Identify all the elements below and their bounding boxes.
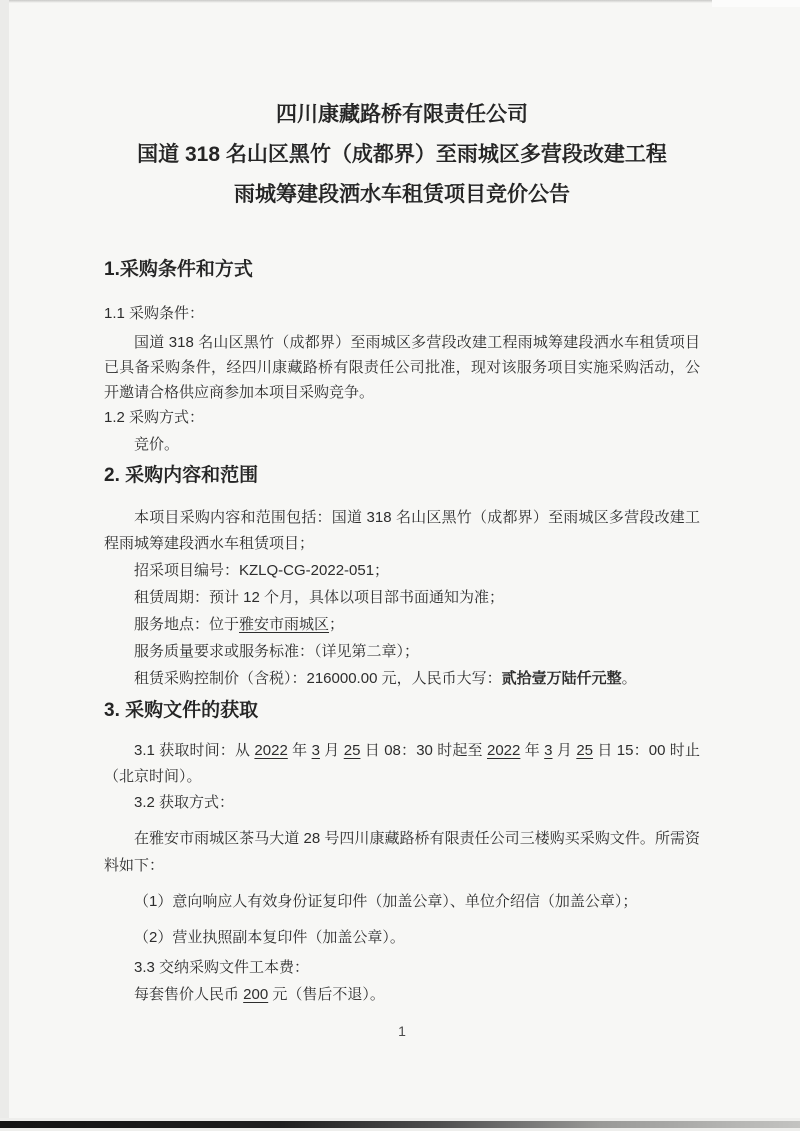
fee-amount-underlined: 200 <box>243 986 269 1003</box>
time-start-month: 3 <box>311 742 320 759</box>
detail-control-price <box>104 665 700 692</box>
clause-1-1-paragraph: 国道 318 名山区黑竹（成都界）至雨城区多营段改建工程雨城筹建段洒水车租赁项目已具备采购条件，经四川康藏路桥有限责任公司批准，现对该服务项目实施采购活动，公开邀请合格供应商参加本项目采购竞争。 <box>104 334 700 401</box>
section-2-paragraph: 本项目采购内容和范围包括：国道 318 名山区黑竹（成都界）至雨城区多营段改建工程雨城筹建段洒水车租赁项目； <box>104 509 700 552</box>
fee-suffix: 元（售后不退）。 <box>268 986 385 1003</box>
time-end-month: 3 <box>544 742 553 759</box>
time-text-6: 月 <box>552 742 577 759</box>
scan-bottom-edge <box>0 1118 800 1131</box>
time-text-5: 年 <box>520 742 545 759</box>
clause-3-3-label: 3.3 交纳采购文件工本费： <box>134 959 310 976</box>
clause-1-2-label: 1.2 采购方式： <box>104 409 205 426</box>
time-start-day: 25 <box>343 742 361 759</box>
time-end-year: 2022 <box>487 742 521 759</box>
required-document-1: （1）意向响应人有效身份证复印件（加盖公章）、单位介绍信（加盖公章）； <box>134 893 638 910</box>
detail-service-quality: 服务质量要求或服务标准：（详见第二章）； <box>134 643 420 660</box>
fee-prefix: 每套售价人民币 <box>134 986 244 1003</box>
scan-left-edge <box>0 0 9 1131</box>
service-location-suffix: ； <box>329 616 345 633</box>
detail-lease-period: 租赁周期：预计 12 个月，具体以项目部书面通知为准； <box>134 589 505 606</box>
clause-1-2-value: 竞价。 <box>134 436 180 453</box>
service-location-underlined: 雅安市雨城区 <box>239 616 330 633</box>
section-3-heading: 3. 采购文件的获取 <box>104 700 259 721</box>
title-line-announcement: 雨城筹建段洒水车租赁项目竞价公告 <box>234 183 570 206</box>
document-title <box>104 95 700 215</box>
clause-3-1-time-paragraph <box>104 738 700 790</box>
section-1-heading: 1.采购条件和方式 <box>104 259 253 280</box>
title-line-project: 国道 318 名山区黑竹（成都界）至雨城区多营段改建工程 <box>137 143 667 166</box>
detail-service-location <box>104 611 700 638</box>
time-text-1: 3.1 获取时间：从 <box>134 742 255 759</box>
clause-3-2-label: 3.2 获取方式： <box>134 794 235 811</box>
detail-project-number: 招采项目编号：KZLQ-CG-2022-051； <box>134 562 390 579</box>
clause-3-2-paragraph: 在雅安市雨城区茶马大道 28 号四川康藏路桥有限责任公司三楼购买采购文件。所需资料如下： <box>104 830 700 874</box>
service-location-prefix: 服务地点：位于 <box>134 616 240 633</box>
time-end-day: 25 <box>576 742 593 759</box>
control-price-prefix: 租赁采购控制价（含税）：216000.00 元，人民币大写： <box>134 670 502 687</box>
time-text-2: 年 <box>287 742 312 759</box>
fee-amount-line <box>104 982 700 1007</box>
time-text-7: 日 15：00 时止（北京时间）。 <box>104 742 700 785</box>
section-2-heading: 2. 采购内容和范围 <box>104 465 259 486</box>
control-price-capital-amount: 贰拾壹万陆仟元整 <box>501 670 622 687</box>
clause-1-1-label: 1.1 采购条件： <box>104 305 205 322</box>
control-price-suffix: 。 <box>621 670 637 687</box>
title-line-company: 四川康藏路桥有限责任公司 <box>276 103 528 126</box>
required-document-2: （2）营业执照副本复印件（加盖公章）。 <box>134 929 405 946</box>
scan-top-right-edge <box>712 0 800 7</box>
scan-bottom-shadow <box>0 1121 800 1128</box>
time-start-year: 2022 <box>254 742 288 759</box>
page-number: 1 <box>398 1023 406 1039</box>
time-text-4: 日 08：30 时起至 <box>360 742 487 759</box>
time-text-3: 月 <box>319 742 344 759</box>
document-content <box>104 0 700 1040</box>
